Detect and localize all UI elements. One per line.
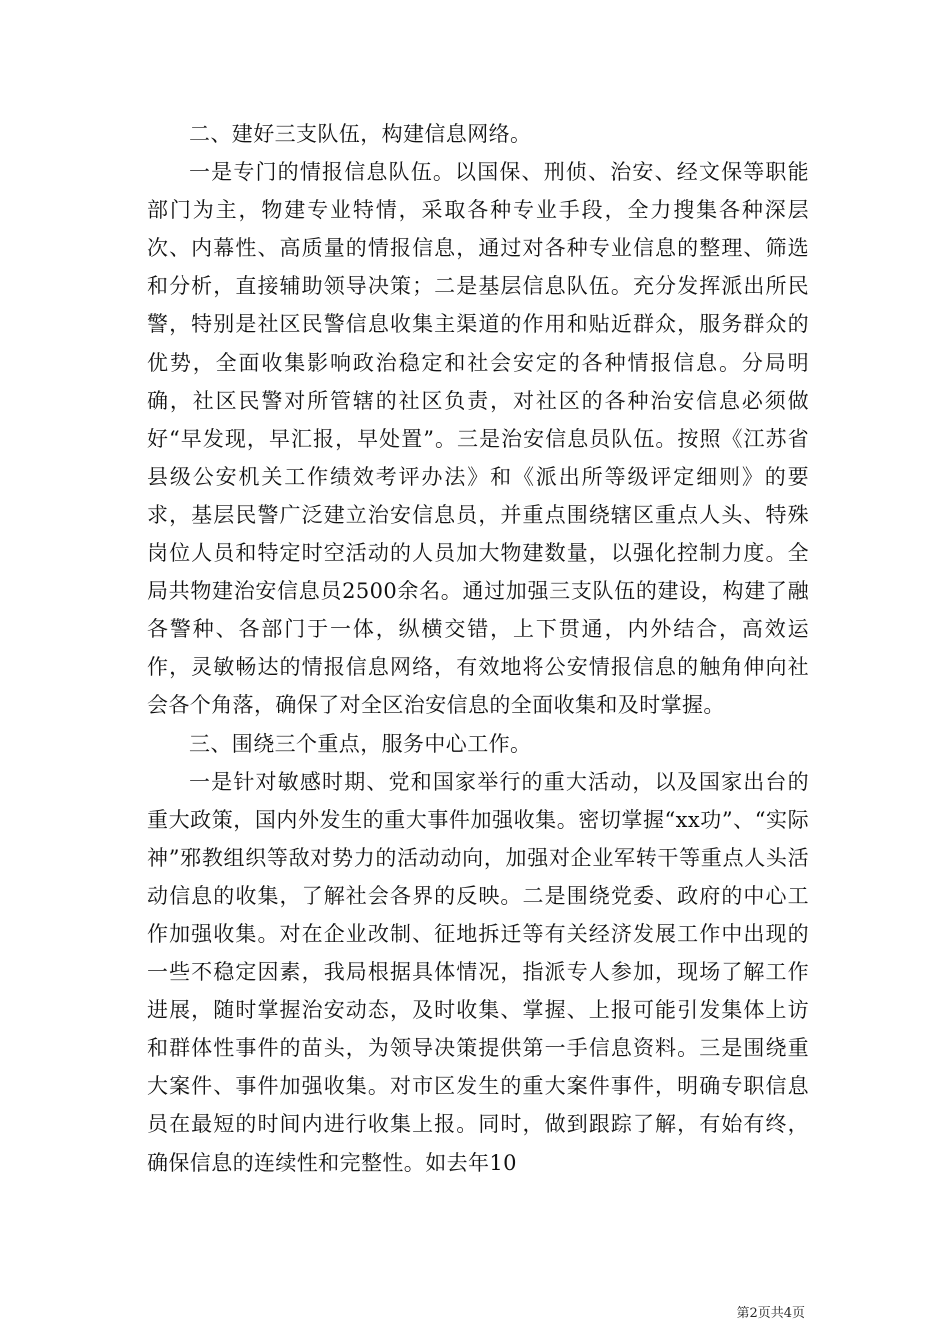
section-heading-2: 二、建好三支队伍，构建信息网络。 (189, 122, 532, 146)
section-paragraph-3: 一是针对敏感时期、党和国家举行的重大活动，以及国家出台的重大政策，国内外发生的重大事件加强收集。密切掌握“xx功”、“实际神”邪教组织等敌对势力的活动动向，加强对企业军转干等重点人头活动信息的收集，了解社会各界的反映。二是围绕党委、政府的中心工作加强收集。对在企业改制、征地拆迁等有关经济发展工作中出现的一些不稳定因素，我局根据具体情况，指派专人参加，现场了解工作进展，随时掌握治安动态，及时收集、掌握、上报可能引发集体上访和群体性事件的苗头，为领导决策提供第一手信息资料。三是围绕重大案件、事件加强收集。对市区发生的重大案件事件，明确专职信息员在最短的时间内进行收集上报。同时，做到跟踪了解，有始有终，确保信息的连续性和完整性。如去年10 (147, 769, 809, 1175)
section-paragraph-2: 一是专门的情报信息队伍。以国保、刑侦、治安、经文保等职能部门为主，物建专业特情，采取各种专业手段，全力搜集各种深层次、内幕性、高质量的情报信息，通过对各种专业信息的整理、筛选和分析，直接辅助领导决策；二是基层信息队伍。充分发挥派出所民警，特别是社区民警信息收集主渠道的作用和贴近群众，服务群众的优势，全面收集影响政治稳定和社会安定的各种情报信息。分局明确，社区民警对所管辖的社区负责，对社区的各种治安信息必须做好“早发现，早汇报，早处置”。三是治安信息员队伍。按照《江苏省县级公安机关工作绩效考评办法》和《派出所等级评定细则》的要求，基层民警广泛建立治安信息员，并重点围绕辖区重点人头、特殊岗位人员和特定时空活动的人员加大物建数量，以强化控制力度。全局共物建治安信息员2500余名。通过加强三支队伍的建设，构建了融各警种、各部门于一体，纵横交错，上下贯通，内外结合，高效运作，灵敏畅达的情报信息网络，有效地将公安情报信息的触角伸向社会各个角落，确保了对全区治安信息的全面收集和及时掌握。 (147, 160, 809, 718)
document-body (147, 115, 809, 1182)
page-number-footer: 第2页共4页 (736, 1306, 805, 1321)
section-heading-3: 三、围绕三个重点，服务中心工作。 (189, 731, 532, 756)
